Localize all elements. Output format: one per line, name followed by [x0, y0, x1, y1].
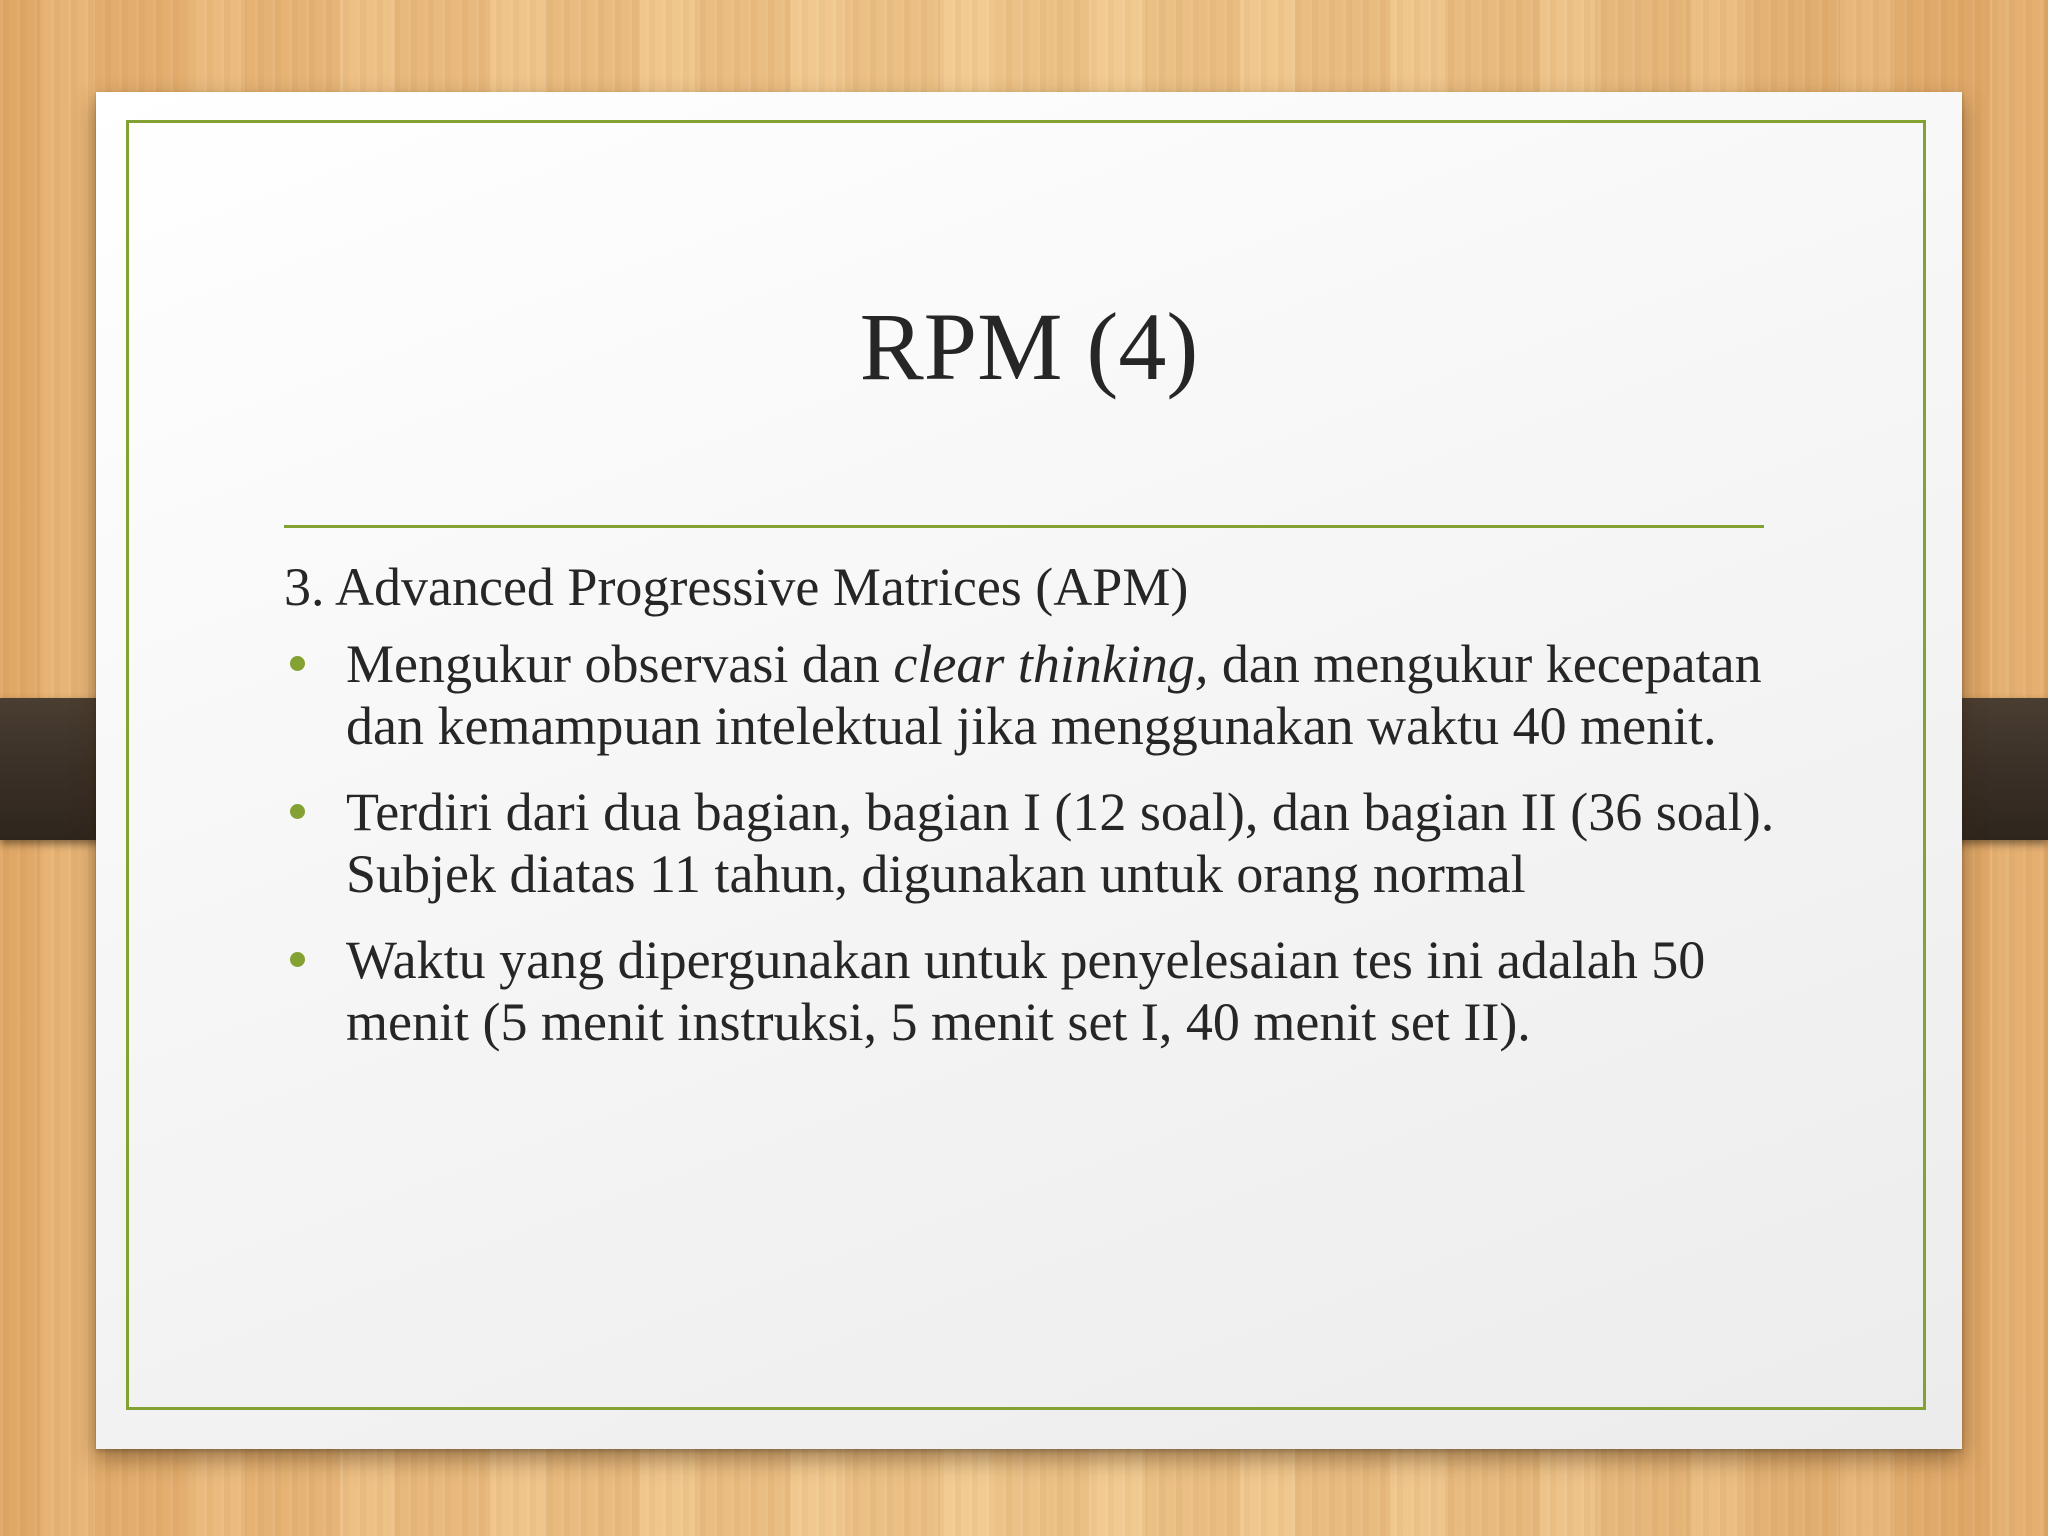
- bullet-text: Terdiri dari dua bagian, bagian I (12 soal), dan bagian II (36 soal). Subjek diatas 11 tahun, digunakan untuk orang normal: [346, 782, 1775, 904]
- bullet-text-end: dan mengukur kecepatan dan kemampuan intelektual jika menggunakan waktu 40 menit.: [346, 634, 1762, 756]
- bullet-item: [284, 929, 1784, 1053]
- bullet-text: Waktu yang dipergunakan untuk penyelesaian tes ini adalah 50 menit (5 menit instruksi, 5 menit set I, 40 menit set II).: [346, 930, 1706, 1052]
- slide-body: [284, 557, 1784, 1077]
- bullet-dot-icon: [290, 804, 305, 819]
- bullet-text-start: Mengukur observasi dan: [346, 634, 894, 694]
- title-divider: [284, 525, 1764, 528]
- bullet-item: [284, 781, 1784, 905]
- bullet-item: [284, 633, 1784, 757]
- bullet-dot-icon: [290, 656, 305, 671]
- slide-card: [96, 92, 1962, 1449]
- section-heading: 3. Advanced Progressive Matrices (APM): [284, 557, 1189, 617]
- slide-title: RPM (4): [859, 293, 1199, 400]
- bullet-dot-icon: [290, 952, 305, 967]
- bullet-list: [284, 633, 1784, 1053]
- bullet-text-emphasis: clear thinking,: [893, 634, 1209, 694]
